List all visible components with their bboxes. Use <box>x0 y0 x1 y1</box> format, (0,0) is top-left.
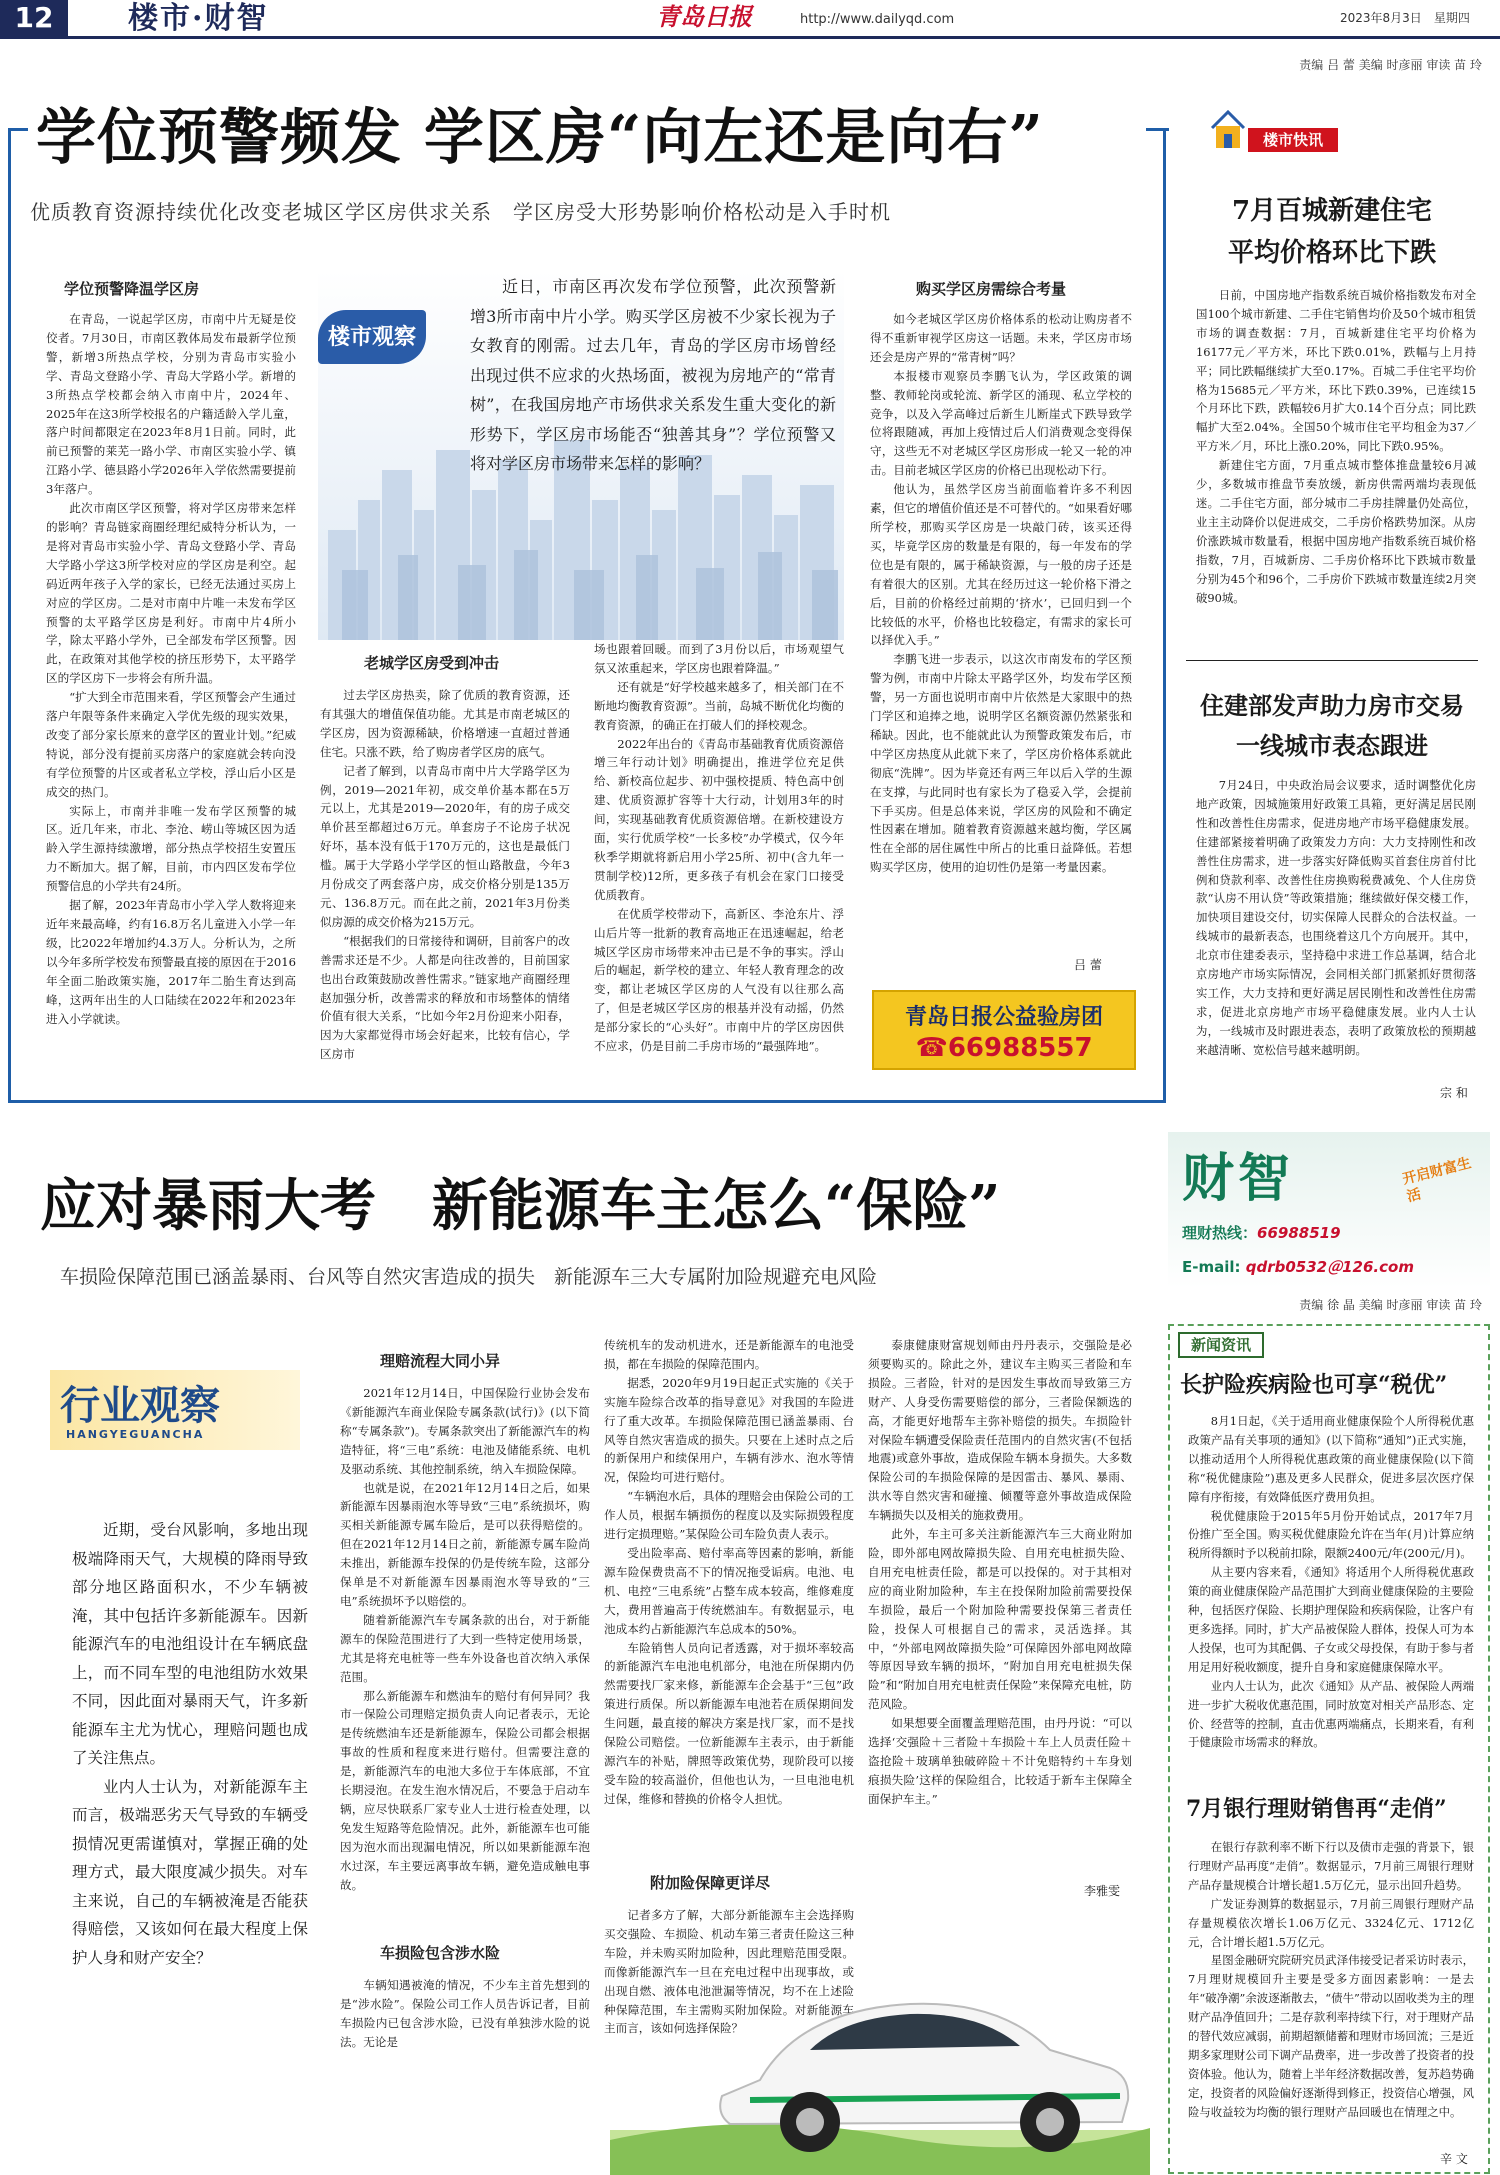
paragraph: 他认为，虽然学区房当前面临着许多不利因素，但它的增值价值还是不可替代的。“如果看好哪所学校，那购买学区房是一块敲门砖，该买还得买，毕竟学区房的数量是有限的，每一年发布的学位也是有限的，属于稀缺资源，与一般的房子还是有着很大的区别。尤其在经历过这一轮价格下滑之后，目前的价格经过前期的‘挤水’，已回归到一个比较低的水平，价格也比较稳定，有需求的家长可以择优入手。” <box>870 482 1132 648</box>
paragraph: 在优质学校带动下，高新区、李沧东片、浮山后片等一批新的教育高地正在迅速崛起，给老城区学区房市场带来冲击已是不争的事实。浮山后的崛起，新学校的建立、年轻人教育理念的改变，都让老城区学区房的人气没有以往那么高了，但是老城区学区房的根基并没有动摇，仍然是部分家长的“心头好”。市南中片的学区房因供不应求，仍是目前二手房市场的“最强阵地”。 <box>594 906 844 1054</box>
story1-frame-cap <box>1146 128 1169 131</box>
news-brief-badge: 新闻资讯 <box>1178 1332 1264 1358</box>
paragraph: 在青岛，一说起学区房，市南中片无疑是佼佼者。7月30日，市南区教体局发布最新学位预警，新增3所热点学校，分别为青岛市实验小学、青岛文登路小学、青岛大学路小学。新增的3所热点学校都会纳入市南中片，2024年、2025年在这3所学校报名的户籍适龄入学儿童，落户时间都限定在2023年8月1日前。同时，此前已预警的莱芜一路小学、市南区实验小学、镇江路小学、德县路小学2026年入学依然需要提前3年落户。 <box>46 312 296 497</box>
paragraph: 星图金融研究院研究员武泽伟接受记者采访时表示，7月理财规模回升主要是受多方面因素影响：一是去年“破净潮”余波逐渐散去，“债牛”带动以固收类为主的理财产品净值回升；二是存款利率持续下行，对于理财产品的替代效应减弱，前期超额储蓄和理财市场回流；三是近期多家理财公司下调产品费率，进一步改善了投资者的投资体验。他认为，随着上半年经济数据改善，复苏趋势确定，投资者的风险偏好逐渐得到修正，投资信心增强，风险与收益较为均衡的银行理财产品回暖也在情理之中。 <box>1188 1953 1474 2119</box>
paragraph: 日前，中国房地产指数系统百城价格指数发布对全国100个城市新建、二手住宅销售均价及50个城市租赁市场的调查数据：7月，百城新建住宅平均价格为16177元／平方米，环比下跌0.01%，跌幅与上月持平；同比跌幅继续扩大至0.17%。百城二手住宅平均价格为15685元／平方米，环比下跌0.39%，已连续15个月环比下跌，跌幅较6月扩大0.14个百分点；同比跌幅扩大至2.04%。全国50个城市住宅平均租金为37／平方米／月，环比上涨0.20%，同比下跌0.95%。 <box>1196 288 1476 454</box>
paragraph: “扩大到全市范围来看，学区预警会产生通过落户年限等条件来确定入学优先级的现实效果，改变了部分家长原来的意学区的置业计划。”纪威特说，部分没有提前买房落户的家庭就会转向没有学位预警的片区或者私立学校，浮山后小区是成交的热门。 <box>46 690 296 799</box>
story2-col3-text <box>868 1336 1132 1882</box>
page-number-box <box>0 0 68 36</box>
paragraph: 新建住宅方面，7月重点城市整体推盘量较6月减少，多数城市推盘节奏放缓，新房供需两端均表现低迷。二手住宅方面，部分城市二手房挂牌量仍处高位，业主主动降价以促进成交，二手房价格跌势加深。从房价涨跌城市数量看，根据中国房地产指数系统百城价格指数，7月，百城新房、二手房价格环比下跌城市数量分别为45个和96个，二手房价下跌城市数量连续2月突破90城。 <box>1196 458 1476 605</box>
story2-col1b-heading: 车损险包含涉水险 <box>380 1944 501 1962</box>
paragraph: 实际上，市南并非唯一发布学区预警的城区。近几年来，市北、李沧、崂山等城区因为适龄入学生源持续激增，部分热点学校招生安置压力不断加大。据了解，目前，市内四区发布学位预警信息的小学共有24所。 <box>46 803 296 894</box>
ad-name: 青岛日报公益验房团 <box>904 1004 1103 1030</box>
ad-phone[interactable]: ☎66988557 <box>915 1033 1093 1063</box>
news4-byline: 辛 文 <box>1440 2152 1468 2166</box>
hotline[interactable]: 理财热线：66988519 <box>1182 1224 1341 1242</box>
paragraph: 车险销售人员向记者透露，对于损坏率较高的新能源汽车电池电机部分，电池在所保期内仍然需要找厂家来修，新能源车企会基于“三包”政策进行质保。所以新能源车电池若在质保期间发生问题，最直接的解决方案是找厂家，而不是找保险公司赔偿。一位新能源车主表示，由于新能源汽车的补贴，牌照等政策优势，现阶段可以接受车险的较高溢价，但他也认为，一旦电池电机过保，维修和替换的价格令人担忧。 <box>604 1640 854 1806</box>
news4-text <box>1188 1838 1474 2150</box>
paragraph: 从主要内容来看，《通知》将适用个人所得税优惠政策的商业健康保险产品范围扩大到商业健康保险的主要险种，包括医疗保险、长期护理保险和疾病保险，让客户有更多选择。同时，扩大产品被保险人群体，投保人可为本人投保，也可为其配偶、子女或父母投保，有助于参与者用足用好税收额度，提升自身和家庭健康保障水平。 <box>1188 1565 1474 1674</box>
news2-byline: 宗 和 <box>1440 1086 1468 1100</box>
paragraph: 税优健康险于2015年5月份开始试点，2017年7月份推广至全国。购买税优健康险允许在当年(月)计算应纳税所得额时予以税前扣除，限额2400元/年(200元/月)。 <box>1188 1508 1474 1561</box>
ev-car-illustration <box>610 1900 1150 2175</box>
paragraph: 泰康健康财富规划师由丹丹表示，交强险是必须要购买的。除此之外，建议车主购买三者险和车损险。三者险，针对的是因发生事故而导致第三方财产、人身受伤需要赔偿的部分，三者险保额选的高，才能更好地帮车主弥补赔偿的损失。车损险针对保险车辆遭受保险责任范围内的自然灾害(不包括地震)或意外事故，造成保险车辆本身损失。大多数保险公司的车损险保障的是因雷击、暴风、暴雨、洪水等自然灾害和碰撞、倾覆等意外事故造成保险车辆损失以及相关的施救费用。 <box>868 1338 1132 1523</box>
car-graphic <box>610 1900 1150 2175</box>
story2-subtitle: 车损险保障范围已涵盖暴雨、台风等自然灾害造成的损失 新能源车三大专属附加险规避充电风险 <box>60 1266 878 1288</box>
story1-col3-text <box>594 640 844 1080</box>
paragraph: 8月1日起，《关于适用商业健康保险个人所得税优惠政策产品有关事项的通知》(以下简称“通知”)正式实施，以推动适用个人所得税优惠政策的商业健康保险(以下简称“税优健康险”)惠及更多人民群众，促进多层次医疗保障有序衔接，有效降低医疗费用负担。 <box>1188 1414 1474 1504</box>
paragraph: 据了解，2023年青岛市小学入学人数将迎来近年来最高峰，约有16.8万名儿童进入小学一年级，比2022年增加约4.3万人。分析认为，之所以今年多所学校发布预警最直接的原因在于2016年全面二胎政策实施，2017年二胎生育达到高峰，这两年出生的人口陆续在2022年和2023年进入小学就读。 <box>46 898 296 1026</box>
paragraph: 如今老城区学区房价格体系的松动让购房者不得不重新审视学区房这一话题。未来，学区房市场还会是房产界的“常青树”吗？ <box>870 312 1132 364</box>
badge-pinyin: HANGYEGUANCHA <box>66 1428 205 1441</box>
paragraph: 此外，车主可多关注新能源汽车三大商业附加险，即外部电网故障损失险、自用充电桩损失险、自用充电桩责任险，都是可以投保的。对于其相对应的商业附加险种，车主在投保附加险前需要投保车损险，最后一个附加险种需要投保第三者责任险，投保人可根据自己的需求，灵活选择。其中，“外部电网故障损失险”可保障因外部电网故障等原因导致车辆的损坏，“附加自用充电桩损失保险”和“附加自用充电桩责任保险”来保障充电桩，防范风险。 <box>868 1527 1132 1712</box>
paragraph: 过去学区房热卖，除了优质的教育资源，还有其强大的增值保值功能。尤其是市南老城区的学区房，因为资源稀缺，价格增速一直超过普通住宅。只涨不跌，给了购房者学区房的底气。 <box>320 688 570 759</box>
caizhi-panel <box>1168 1132 1490 1288</box>
news1-text <box>1196 286 1476 626</box>
paragraph: “根据我们的日常接待和调研，目前客户的改善需求还是不少。人都是向往改善的，目前国家也出台政策鼓励改善性需求。”链家地产商圈经理赵加强分析，改善需求的释放和市场整体的情绪价值有很大关系，“比如今年2月份迎来小阳春，因为大家都觉得市场会好起来，比较有信心，学区房市 <box>320 933 570 1062</box>
badge-title: 行业观察 <box>60 1382 220 1429</box>
caizhi-tagline: 开启财富生活 <box>1400 1155 1473 1206</box>
issue-date: 2023年8月3日 星期四 <box>1340 11 1470 25</box>
paragraph: 广发证券测算的数据显示，7月前三周银行理财产品存量规模依次增长1.06万亿元、3324亿元、1712亿元，合计增长超1.5万亿元。 <box>1188 1896 1474 1949</box>
news3-headline: 长护险疾病险也可享“税优” <box>1180 1372 1448 1398</box>
news2-text <box>1196 776 1476 1082</box>
site-url[interactable]: http://www.dailyqd.com <box>800 12 955 27</box>
paragraph: 7月24日，中央政治局会议要求，适时调整优化房地产政策，因城施策用好政策工具箱，更好满足居民刚性和改善性住房需求，促进房地产市场平稳健康发展。住建部紧接着明确了政策发力方向：大力支持刚性和改善性住房需求，进一步落实好降低购买首套住房首付比例和贷款利率、改善性住房换购税费减免、个人住房贷款“认房不用认贷”等政策措施；继续做好保交楼工作，加快项目建设交付，切实保障人民群众的合法权益。一线城市的最新表态，也围绕着这几个方向展开。其中，北京市住建委表示，坚持稳中求进工作总基调，结合北京房地产市场实际情况，会同相关部门抓紧抓好贯彻落实工作，大力支持和更好满足居民刚性和改善性住房需求，促进北京房地产市场平稳健康发展。业内人士认为，一线城市及时跟进表态，表明了政策放松的预期越来越清晰、宽松信号越来越明朗。 <box>1196 778 1476 1057</box>
page-number: 12 <box>14 1 54 34</box>
news4-headline: 7月银行理财销售再“走俏” <box>1186 1796 1447 1822</box>
paragraph: 本报楼市观察员李鹏飞认为，学区政策的调整、教师轮岗或轮流、新学区的涌现、私立学校的竞争，以及入学高峰过后新生儿断崖式下跌导致学位将跟随减，再加上疫情过后人们消费观念变得保守，这些无不对老城区学区房形成一轮又一轮的冲击。目前老城区学区房的价格已出现松动下行。 <box>870 368 1132 478</box>
email[interactable]: E-mail: qdrb0532＠126.com <box>1182 1258 1414 1276</box>
story2-intro <box>72 1516 308 2016</box>
flash-badge: 楼市快讯 <box>1248 128 1338 152</box>
paper-logo: 青岛日报 <box>656 2 752 31</box>
paragraph: 2022年出台的《青岛市基础教育优质资源倍增三年行动计划》明确提出，推进学位充足供给、新校高位起步、初中强校提质、特色高中创建、优质资源扩容等十大行动，计划用3年的时间，实现基础教育优质资源倍增。在新校建设方面，实行优质学校“一长多校”办学模式，仅今年秋季学期就将新启用小学25所、初中(含九年一贯制学校)12所，更多孩子有机会在家门口接受优质教育。 <box>594 736 844 902</box>
story2-byline: 李雅雯 <box>1084 1884 1121 1898</box>
story1-headline: 学位预警频发 学区房“向左还是向右” <box>36 103 1044 173</box>
paragraph: 场也跟着回暖。而到了3月份以后，市场观望气氛又浓重起来，学区房也跟着降温。” <box>594 642 844 675</box>
column-badge: 楼市观察 <box>318 310 426 364</box>
paragraph: 在银行存款利率不断下行以及债市走强的背景下，银行理财产品再度“走俏”。数据显示，7月前三周银行理财产品存量规模合计增长超1.5万亿元，显示出回升趋势。 <box>1188 1840 1474 1892</box>
caizhi-logo: 财智 <box>1182 1148 1295 1209</box>
paragraph: 也就是说，在2021年12月14日之后，如果新能源车因暴雨泡水等导致“三电”系统损坏，购买相关新能源专属车险后，是可以获得赔偿的。但在2021年12月14日之前，新能源专属车险尚未推出，新能源车投保的仍是传统车险，这部分保单是不对新能源车因暴雨泡水等导致的“三电”系统损坏予以赔偿的。 <box>340 1480 590 1608</box>
news2-headline: 住建部发声助力房市交易 一线城市表态跟进 <box>1200 691 1464 760</box>
paragraph: 车辆知遇被淹的情况，不少车主首先想到的是“涉水险”。保险公司工作人员告诉记者，目前车损险内已包含涉水险，已没有单独涉水险的说法。无论是 <box>340 1978 590 2049</box>
story1-frame-cap <box>8 128 28 131</box>
paragraph: “车辆泡水后，具体的理赔会由保险公司的工作人员，根据车辆损伤的程度以及实际损毁程度进行定损理赔。”某保险公司车险负责人表示。 <box>604 1489 854 1542</box>
paragraph: 那么新能源车和燃油车的赔付有何异同？我市一保险公司理赔定损负责人向记者表示，无论是传统燃油车还是新能源车，保险公司都会根据事故的性质和程度来进行赔付。但需要注意的是，新能源汽车的电池大多位于车体底部，不宜长期浸泡。在发生泡水情况后，不要急于启动车辆，应尽快联系厂家专业人士进行检查处理，以免发生短路等危险情况。此外，新能源车也可能因为泡水而出现漏电情况，所以如果新能源车泡水过深，车主要远离事故车辆，避免造成触电事故。 <box>340 1688 590 1892</box>
story1-col4-text <box>870 310 1132 958</box>
divider <box>1186 660 1478 661</box>
paragraph: 业内人士认为，此次《通知》从产品、被保险人两端进一步扩大税收优惠范围，同时放宽对相关产品形态、定价、经营等的控制，直击优惠两端痛点，长期来看，有利于健康险市场需求的释放。 <box>1188 1678 1474 1750</box>
paragraph: 随着新能源汽车专属条款的出台，对于新能源车的保险范围进行了大到一些特定使用场景，尤其是将充电桩等一些车外设备也首次纳入承保范围。 <box>340 1612 590 1684</box>
paragraph: 受出险率高、赔付率高等因素的影响，新能源车险保费贵高不下的情况拖受诟病。电池、电机、电控“三电系统”占整车成本较高，维修难度大，费用普遍高于传统燃油车。有数据显示，电池成本约占新能源汽车总成本的50%。 <box>604 1545 854 1636</box>
story2-col1b-text <box>340 1976 590 2086</box>
story1-col2-text <box>320 686 570 1081</box>
story1-subtitle: 优质教育资源持续优化改变老城区学区房供求关系 学区房受大形势影响价格松动是入手时机 <box>30 200 891 224</box>
story1-intro: 近日，市南区再次发布学位预警，此次预警新增3所市南中片小学。购买学区房被不少家长视为子女教育的刚需。过去几年，青岛的学区房市场曾经出现过供不应求的火热场面，被视为房地产的“常青树”，在我国房地产市场供求关系发生重大变化的新形势下，学区房市场能否“独善其身”？学位预警又将对学区房市场带来怎样的影响？ <box>470 277 836 473</box>
paragraph: 记者了解到，以青岛市南中片大学路学区为例，2019—2021年初，成交单价基本都在5万元以上，尤其是2019—2020年，有的房子成交单价甚至都超过6万元。单套房子不论房子状况好坏，基本没有低于170万元的，这也是最低门槛。属于大学路小学学区的恒山路散盘，今年3月份成交了两套落户房，成交价格分别是135万元、136.8万元。而在此之前，2021年3月份类似房源的成交价格为215万元。 <box>320 763 570 929</box>
verification-ad <box>872 990 1136 1070</box>
masthead-rule <box>0 36 1500 39</box>
section-name: 楼市·财智 <box>128 1 269 36</box>
paragraph: 李鹏飞进一步表示，以这次市南发布的学区预警为例，市南中片除太平路学区外，均发布学区预警，另一方面也说明市南中片依然是大家眼中的热门学区和追捧之地，说明学区名额资源仍然紧张和稀缺。因此，也不能就此认为预警政策发布后，市中学区房热度从此就下来了，学区房价格体系就此彻底“洗牌”。因为毕竟还有两三年以后入学的生源在支撑，与此同时也有家长为了稳妥入学，会提前下手买房。但是总体来说，学区房的风险和不确定性因素在增加。随着教育资源越来越均衡，学区属性在全部的居住属性中所占的比重日益降低。若想购买学区房，使用的迫切性仍是第一考量因素。 <box>870 652 1132 875</box>
story1-col1-heading: 学位预警降温学区房 <box>64 280 200 298</box>
editor-credits: 责编 吕 蕾 美编 时彦丽 审读 苗 玲 <box>1299 58 1482 72</box>
paragraph: 还有就是“好学校越来越多了，相关部门在不断地均衡教育资源”。当前，岛城不断优化均衡的教育资源，的确正在打破人们的择校观念。 <box>594 679 844 732</box>
story1-col2-heading: 老城学区房受到冲击 <box>364 654 500 672</box>
news1-headline: 7月百城新建住宅 平均价格环比下跌 <box>1227 196 1436 268</box>
paragraph: 近期，受台风影响，多地出现极端降雨天气，大规模的降雨导致部分地区路面积水，不少车辆被淹，其中包括许多新能源车。因新能源汽车的电池组设计在车辆底盘上，而不同车型的电池组防水效果不同，因此面对暴雨天气，许多新能源车主尤为忧心，理赔问题也成了关注焦点。 <box>72 1521 308 1767</box>
industry-badge <box>50 1370 300 1450</box>
story2-col1-heading: 理赔流程大同小异 <box>380 1352 501 1370</box>
paragraph: 此次市南区学区预警，将对学区房带来怎样的影响？青岛链家商圈经理纪威特分析认为，一是将对青岛市实验小学、青岛文登路小学、青岛大学路小学这3所学校对应的学区房是利空。起码近两年孩子入学的家长，已经无法通过买房上对应的学区房。二是对市南中片唯一未发布学区预警的太平路学区房是利好。市南中片4所小学，除太平路小学外，已全部发布学区预警。因此，在政策对其他学校的挤压形势下，太平路学区的学区房下一步将会有所升温。 <box>46 501 296 686</box>
phone-icon: ☎ <box>915 1033 948 1063</box>
paragraph: 业内人士认为，对新能源车主而言，极端恶劣天气导致的车辆受损情况更需谨慎对，掌握正确的处理方式，最大限度减少损失。对车主来说，自己的车辆被淹是否能获得赔偿，又该如何在最大程度上保护人身和财产安全？ <box>72 1777 308 1967</box>
paragraph: 2021年12月14日，中国保险行业协会发布《新能源汽车商业保险专属条款(试行)》(以下简称“专属条款”)。专属条款突出了新能源汽车的构造特征，将“三电”系统：电池及储能系统、电机及驱动系统、其他控制系统，纳入车损险保障。 <box>340 1386 590 1476</box>
paragraph: 传统机车的发动机进水，还是新能源车的电池受损，都在车损险的保障范围内。 <box>604 1338 854 1371</box>
story2-headline: 应对暴雨大考 新能源车主怎么“保险” <box>40 1173 1001 1239</box>
story2-col2-text <box>604 1336 854 1876</box>
editor-credits-2: 责编 徐 晶 美编 时彦丽 审读 苗 玲 <box>1299 1298 1482 1312</box>
news3-text <box>1188 1412 1474 1772</box>
story2-col1-text <box>340 1384 590 1954</box>
paragraph: 如果想要全面覆盖理赔范围，由丹丹说：“可以选择‘交强险＋三者险＋车损险＋车上人员责任险＋盗抢险＋玻璃单独破碎险＋不计免赔特约＋车身划痕损失险’这样的保险组合，比较适于新车主保障全面保护车主。” <box>868 1716 1132 1806</box>
story1-col1-text <box>46 310 296 1080</box>
story2-col2b-heading: 附加险保障更详尽 <box>650 1874 771 1892</box>
story1-col4-heading: 购买学区房需综合考量 <box>916 280 1067 298</box>
paragraph: 记者多方了解，大部分新能源车主会选择购买交强险、车损险、机动车第三者责任险这三种车险，并未购买附加险种，因此理赔范围受限。而像新能源汽车一旦在充电过程中出现事故，或出现自燃、液体电池泄漏等情况，均不在上述险种保障范围，车主需购买附加保险。对新能源车主而言，该如何选择保险？ <box>604 1908 854 2036</box>
house-icon <box>1210 108 1246 152</box>
paragraph: 据悉，2020年9月19日起正式实施的《关于实施车险综合改革的指导意见》对我国的车险进行了重大改革。车损险保障范围已涵盖暴雨、台风等自然灾害造成的损失。只要在上述时点之后的新保用户和续保用户，车辆有涉水、泡水等情况，保险均可进行赔付。 <box>604 1375 854 1485</box>
story1-byline: 吕 蕾 <box>1074 958 1102 972</box>
